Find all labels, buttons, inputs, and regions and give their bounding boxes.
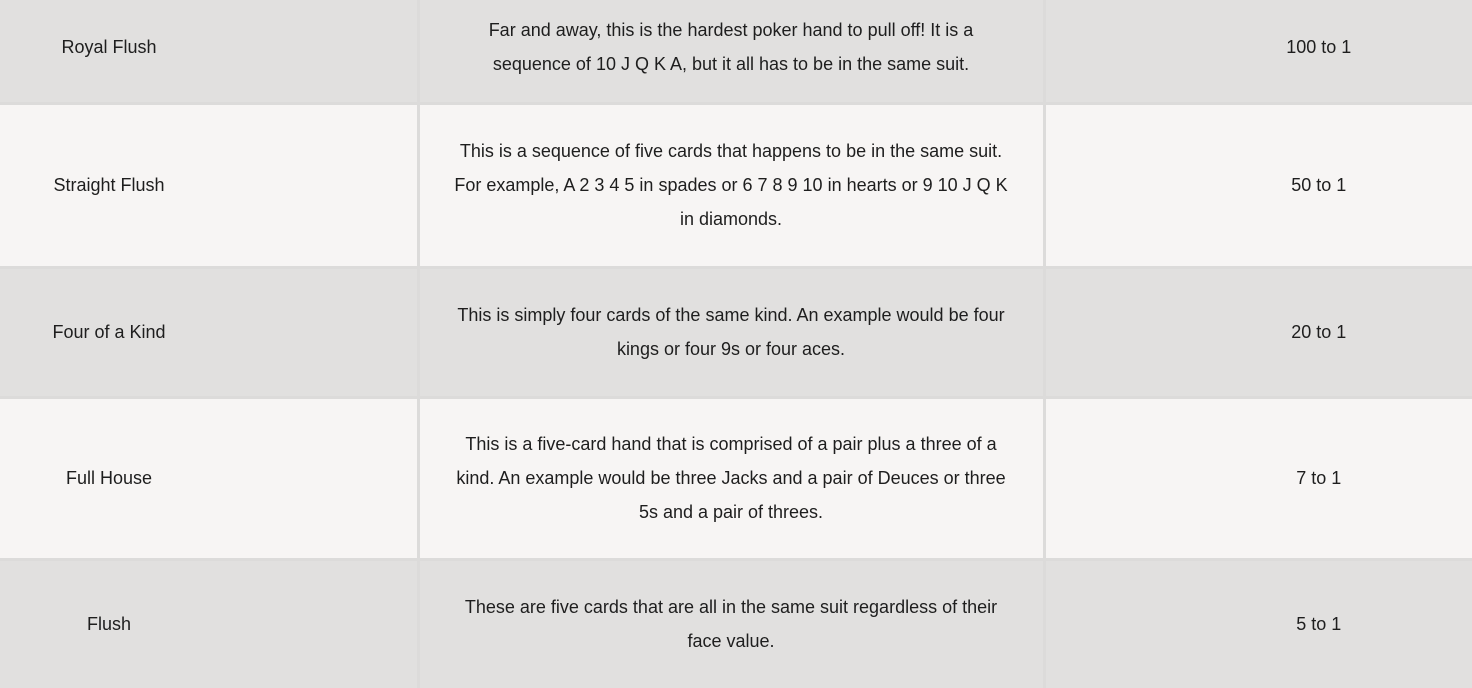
hand-name: Flush — [86, 614, 131, 634]
hand-name: Four of a Kind — [52, 322, 166, 342]
hand-payout: 7 to 1 — [1044, 397, 1472, 559]
hand-name-cell — [0, 103, 418, 267]
hand-name-cell — [0, 0, 418, 103]
table-row — [0, 559, 1472, 688]
hand-description: This is a five-card hand that is comprised of a pair plus a three of a kind. An example would be three Jacks and a pair of Deuces or three 5s and a pair of threes. — [418, 397, 1044, 559]
hand-description: These are five cards that are all in the same suit regardless of their face value. — [418, 559, 1044, 688]
hand-description: Far and away, this is the hardest poker hand to pull off! It is a sequence of 10 J Q K A, but it all has to be in the same suit. — [418, 0, 1044, 103]
hand-name: Royal Flush — [61, 37, 157, 58]
hand-description: This is simply four cards of the same kind. An example would be four kings or four 9s or four aces. — [418, 267, 1044, 397]
table-row — [0, 267, 1472, 397]
table-row — [0, 0, 1472, 103]
table-row — [0, 103, 1472, 267]
hand-description: This is a sequence of five cards that happens to be in the same suit. For example, A 2 3 4 5 in spades or 6 7 8 9 10 in hearts or 9 10 J Q K in diamonds. — [418, 103, 1044, 267]
hand-payout: 20 to 1 — [1044, 267, 1472, 397]
hand-name: Full House — [65, 468, 153, 488]
hand-name-cell — [0, 559, 418, 688]
hand-payout: 50 to 1 — [1044, 103, 1472, 267]
hand-name-cell — [0, 397, 418, 559]
hand-payout: 5 to 1 — [1044, 559, 1472, 688]
table-row — [0, 397, 1472, 559]
hand-name: Straight Flush — [53, 175, 165, 195]
hand-name-cell — [0, 267, 418, 397]
hand-payout: 100 to 1 — [1044, 0, 1472, 103]
